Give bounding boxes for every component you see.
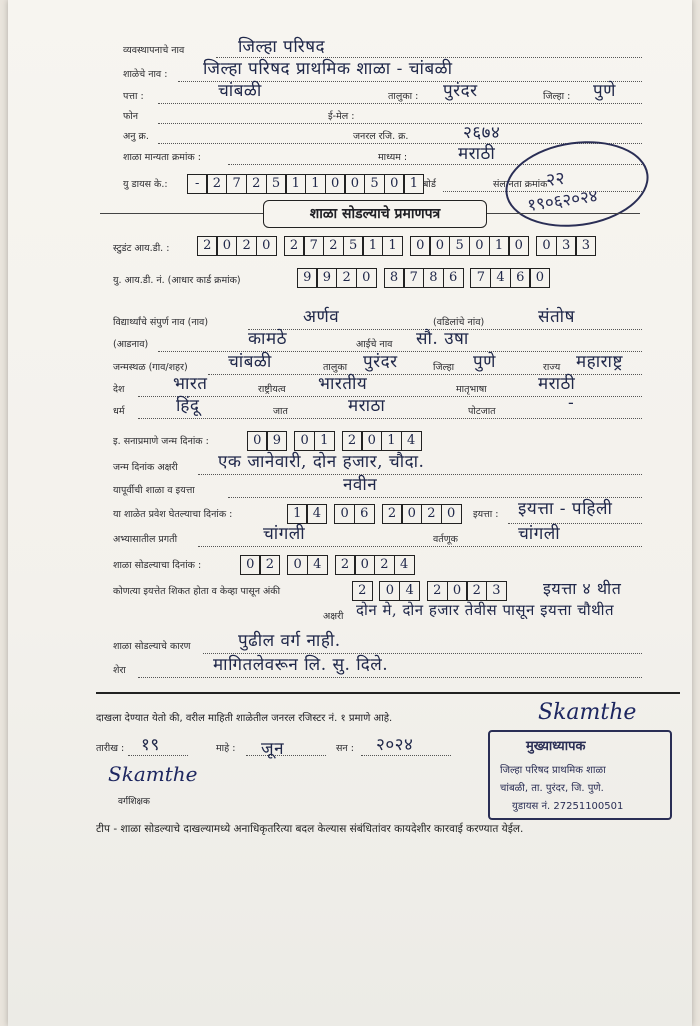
state-label: राज्य xyxy=(543,362,561,373)
leaving-digit: 2 xyxy=(335,555,356,575)
legal-note: टीप - शाळा सोडल्याचे दाखल्यामध्ये अनाधिकृतरित्या बदल केल्यास संबंधितांवर कायदेशीर कारवाई करण्यात येईल. xyxy=(96,823,524,835)
std-label: इयत्ता : xyxy=(473,509,499,520)
progress-label: अभ्यासातील प्रगती xyxy=(113,534,178,545)
month-label: माहे : xyxy=(216,743,236,754)
uid-row xyxy=(98,268,642,292)
caste-value: मराठा xyxy=(348,396,386,416)
country-label: देश xyxy=(113,384,125,395)
dob-digit: 0 xyxy=(361,431,382,451)
taluka-value: पुरंदर xyxy=(443,81,478,101)
subcaste-value: - xyxy=(568,393,575,413)
address-value: चांबळी xyxy=(218,81,262,101)
teacher-signature: Skamthe xyxy=(108,762,198,786)
date-row xyxy=(96,735,456,759)
surname-value: कामठे xyxy=(248,329,288,349)
mother-label: आईचे नाव xyxy=(356,339,393,350)
serial-label: अनु क्र. xyxy=(123,131,149,142)
leaving-boxes xyxy=(241,555,415,575)
studying-digit: 0 xyxy=(447,581,468,601)
admission-digit: 2 xyxy=(382,504,403,524)
reason-value: पुढील वर्ग नाही. xyxy=(238,631,341,651)
uid-digit: 8 xyxy=(384,268,405,288)
prev-school-value: नवीन xyxy=(343,475,378,495)
medium-label: माध्यम : xyxy=(378,152,408,163)
admission-digit: 0 xyxy=(441,504,462,524)
udise-digit: 2 xyxy=(246,174,267,194)
udise-digit: 0 xyxy=(344,174,365,194)
leaving-label: शाळा सोडल्याचा दिनांक : xyxy=(113,560,202,571)
studying-digit: 3 xyxy=(486,581,507,601)
year-value: २०२४ xyxy=(376,735,414,755)
remark-value: मागितलेवरून लि. सु. दिले. xyxy=(213,655,389,675)
student-id-digit: 3 xyxy=(556,236,577,256)
address-row xyxy=(98,81,642,106)
uid-digit: 7 xyxy=(470,268,491,288)
phone-label: फोन xyxy=(123,111,139,122)
studying-std: इयत्ता ४ थीत xyxy=(543,579,622,598)
leaving-digit: 0 xyxy=(354,555,375,575)
udise-digit: 5 xyxy=(364,174,385,194)
teacher-label: वर्गशिक्षक xyxy=(118,797,150,807)
student-id-digit: 0 xyxy=(216,236,237,256)
remark-label: शेरा xyxy=(113,665,126,676)
student-id-digit: 7 xyxy=(303,236,324,256)
dob-words-label: जन्म दिनांक अक्षरी xyxy=(113,462,178,473)
uid-digit: 9 xyxy=(316,268,337,288)
leaving-digit: 4 xyxy=(307,555,328,575)
taluka-label: तालुका : xyxy=(388,91,419,102)
district-value: पुणे xyxy=(593,81,616,101)
studying-digit: 2 xyxy=(352,581,373,601)
birthplace-label: जन्मस्थळ (गाव/शहर) xyxy=(113,362,188,373)
student-id-digit: 2 xyxy=(197,236,218,256)
student-id-digit: 0 xyxy=(429,236,450,256)
udise-digit: 7 xyxy=(226,174,247,194)
mother-value: सौ. उषा xyxy=(416,329,469,349)
general-reg-value: २६७४ xyxy=(463,123,501,143)
dob-digit: 1 xyxy=(314,431,335,451)
board-label: बोर्ड xyxy=(423,179,436,190)
student-id-boxes xyxy=(198,236,596,256)
religion-value: हिंदू xyxy=(176,396,200,416)
email-label: ई-मेल : xyxy=(328,111,355,122)
seal-line-2: चांबळी, ता. पुरंदर, जि. पुणे. xyxy=(500,783,604,794)
conduct-value: चांगली xyxy=(518,524,561,544)
student-id-digit: 3 xyxy=(575,236,596,256)
surname-label: (आडनाव) xyxy=(113,339,149,350)
student-id-digit: 5 xyxy=(343,236,364,256)
studying-label: कोणत्या इयत्तेत शिकत होता व केव्हा पासून अंकी xyxy=(113,586,281,597)
hm-label: मुख्याध्यापक xyxy=(526,739,586,754)
country-value: भारत xyxy=(173,374,208,394)
dob-digit: 9 xyxy=(266,431,287,451)
date-label: तारीख : xyxy=(96,743,125,754)
admission-digit: 2 xyxy=(421,504,442,524)
month-value: जून xyxy=(261,739,285,759)
district-label: जिल्हा : xyxy=(543,91,571,102)
certify-text: दाखला देण्यात येतो की, वरील माहिती शाळेतील जनरल रजिस्टर नं. १ प्रमाणे आहे. xyxy=(96,713,393,724)
affiliation-label: संलग्नता क्रमांक xyxy=(493,179,548,190)
student-id-row xyxy=(98,236,642,260)
dob-label: इ. सनाप्रमाणे जन्म दिनांक : xyxy=(113,436,209,447)
conduct-label: वर्तणूक xyxy=(433,534,458,545)
leaving-digit: 0 xyxy=(287,555,308,575)
admission-digit: 1 xyxy=(287,504,308,524)
father-value: संतोष xyxy=(538,307,575,327)
school-seal xyxy=(488,730,672,820)
subcaste-label: पोटजात xyxy=(468,406,496,417)
separator xyxy=(96,692,680,694)
udise-digit: 1 xyxy=(403,174,424,194)
seal-line-3: युडायस नं. 27251100501 xyxy=(512,801,624,812)
religion-label: धर्म xyxy=(113,406,125,417)
b-district-value: पुणे xyxy=(473,352,496,372)
student-id-digit: 0 xyxy=(469,236,490,256)
admission-digit: 4 xyxy=(306,504,327,524)
b-taluka-value: पुरंदर xyxy=(363,352,398,372)
dob-boxes xyxy=(248,431,422,451)
general-reg-label: जनरल रजि. क्र. xyxy=(353,131,409,142)
affiliation-value: २२ xyxy=(544,167,567,192)
caste-label: जात xyxy=(273,406,288,417)
uid-digit: 6 xyxy=(510,268,531,288)
words-value: दोन मे, दोन हजार तेवीस पासून इयत्ता चौथीत xyxy=(356,601,615,619)
admission-digit: 0 xyxy=(334,504,355,524)
school-value: जिल्हा परिषद प्राथमिक शाळा - चांबळी xyxy=(203,59,453,79)
dob-digit: 0 xyxy=(294,431,315,451)
mothertongue-label: मातृभाषा xyxy=(456,384,487,395)
student-id-digit: 0 xyxy=(508,236,529,256)
progress-value: चांगली xyxy=(263,524,306,544)
std-value: इयत्ता - पहिली xyxy=(518,499,613,519)
serial-row xyxy=(98,123,642,146)
hm-signature: Skamthe xyxy=(538,700,637,725)
medium-value: मराठी xyxy=(458,144,496,164)
uid-digit: 8 xyxy=(423,268,444,288)
leaving-digit: 0 xyxy=(240,555,261,575)
uid-digit: 9 xyxy=(297,268,318,288)
birthplace-value: चांबळी xyxy=(228,352,272,372)
father-label: (वडिलांचे नांव) xyxy=(433,317,485,328)
name-row xyxy=(98,307,642,332)
student-id-digit: 2 xyxy=(236,236,257,256)
school-label: शाळेचे नाव : xyxy=(123,69,168,80)
udise-digit: 1 xyxy=(305,174,326,194)
phone-row xyxy=(98,106,642,126)
uid-digit: 7 xyxy=(403,268,424,288)
nationality-value: भारतीय xyxy=(318,374,368,394)
leaving-digit: 4 xyxy=(394,555,415,575)
udise-digit: - xyxy=(187,174,208,194)
student-id-digit: 0 xyxy=(256,236,277,256)
certificate-paper xyxy=(8,0,692,1026)
dob-words-value: एक जानेवारी, दोन हजार, चौदा. xyxy=(218,452,425,472)
certificate-title: शाळा सोडल्याचे प्रमाणपत्र xyxy=(263,200,487,228)
uid-boxes xyxy=(298,268,550,288)
year-label: सन : xyxy=(336,743,354,754)
studying-digit: 4 xyxy=(399,581,420,601)
udise-digit: 2 xyxy=(206,174,227,194)
seal-line-1: जिल्हा परिषद प्राथमिक शाळा xyxy=(500,765,606,776)
state-value: महाराष्ट्र xyxy=(576,352,623,372)
udise-digit: 0 xyxy=(325,174,346,194)
name-value: अर्णव xyxy=(303,307,340,327)
uid-digit: 0 xyxy=(529,268,550,288)
leaving-row xyxy=(98,555,642,577)
studying-boxes xyxy=(353,581,507,601)
words-row xyxy=(98,601,642,626)
student-id-digit: 0 xyxy=(410,236,431,256)
dob-digit: 4 xyxy=(401,431,422,451)
student-id-digit: 2 xyxy=(284,236,305,256)
uid-digit: 0 xyxy=(356,268,377,288)
address-label: पत्ता : xyxy=(123,91,144,102)
b-taluka-label: तालुका xyxy=(323,362,348,373)
udise-digit: 0 xyxy=(384,174,405,194)
stamp-date: १९०६२०२४ xyxy=(526,186,600,216)
dob-digit: 2 xyxy=(342,431,363,451)
udise-digit: 5 xyxy=(266,174,287,194)
student-id-digit: 2 xyxy=(323,236,344,256)
admission-row xyxy=(98,499,642,526)
student-id-digit: 1 xyxy=(382,236,403,256)
title-bar xyxy=(8,200,692,228)
student-id-digit: 1 xyxy=(362,236,383,256)
admission-label: या शाळेत प्रवेश घेतल्याचा दिनांक : xyxy=(113,509,233,520)
leaving-digit: 2 xyxy=(259,555,280,575)
nationality-label: राष्ट्रीयत्व xyxy=(258,384,286,395)
recognition-label: शाळा मान्यता क्रमांक : xyxy=(123,152,201,163)
admission-digit: 6 xyxy=(354,504,375,524)
uid-digit: 2 xyxy=(336,268,357,288)
uid-digit: 4 xyxy=(490,268,511,288)
dob-digit: 0 xyxy=(247,431,268,451)
student-id-digit: 5 xyxy=(449,236,470,256)
studying-digit: 0 xyxy=(379,581,400,601)
remark-row xyxy=(98,655,642,680)
studying-digit: 2 xyxy=(427,581,448,601)
b-district-label: जिल्हा xyxy=(433,362,455,373)
student-id-digit: 0 xyxy=(536,236,557,256)
admission-digit: 0 xyxy=(401,504,422,524)
uid-label: यु. आय.डी. नं. (आधार कार्ड क्रमांक) xyxy=(113,275,241,286)
management-label: व्यवस्थापनाचे नाव xyxy=(123,45,185,56)
religion-row xyxy=(98,393,642,421)
leaving-digit: 2 xyxy=(374,555,395,575)
school-row xyxy=(98,59,642,84)
udise-digit: 1 xyxy=(285,174,306,194)
prev-school-label: यापूर्वीची शाळा व इयत्ता xyxy=(113,485,195,496)
progress-row xyxy=(98,524,642,549)
uid-digit: 6 xyxy=(443,268,464,288)
words-label: अक्षरी xyxy=(323,611,344,622)
student-id-label: स्टुडंट आय.डी. : xyxy=(113,243,170,254)
student-id-digit: 1 xyxy=(489,236,510,256)
mothertongue-value: मराठी xyxy=(538,374,576,394)
name-label: विद्यार्थ्यांचे संपुर्ण नाव (नाव) xyxy=(113,317,209,328)
studying-digit: 2 xyxy=(466,581,487,601)
reason-label: शाळा सोडल्याचे कारण xyxy=(113,641,191,652)
udise-boxes xyxy=(188,174,424,194)
dob-digit: 1 xyxy=(381,431,402,451)
admission-boxes xyxy=(288,504,462,524)
udise-label: यु डायस के.: xyxy=(123,179,168,190)
management-value: जिल्हा परिषद xyxy=(238,37,326,57)
date-value: १९ xyxy=(141,735,160,755)
